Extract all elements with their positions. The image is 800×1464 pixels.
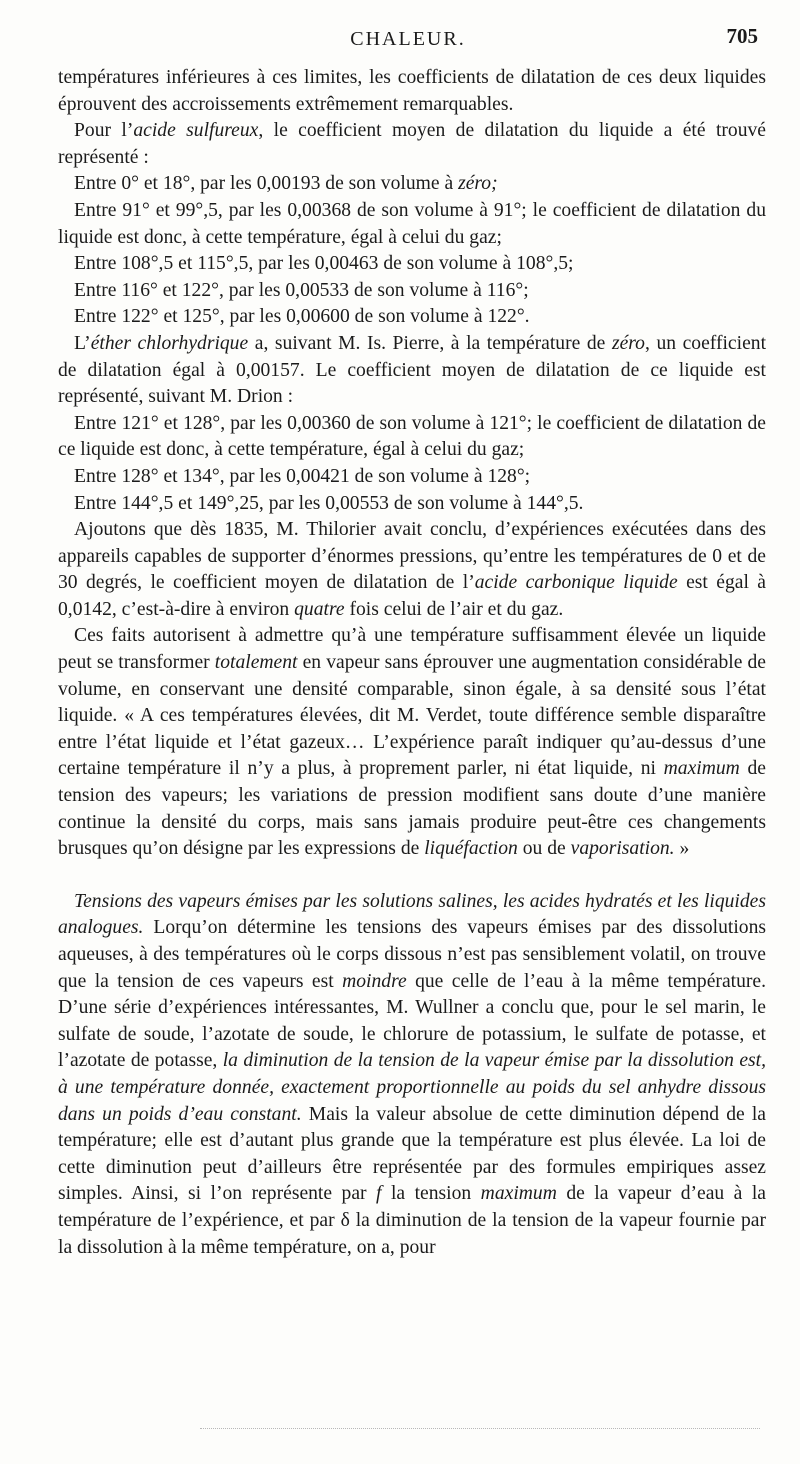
text-run: la tension bbox=[381, 1183, 481, 1205]
text-run: températures inférieures à ces limites, les coefficients de dilatation de ces deux liquides éprouvent des accroissements extrêmement remarquables. bbox=[58, 67, 766, 115]
text-run: Lorqu’on détermine les tensions des vapeurs émises par des dissolutions aqueuses, à des températures où le corps dissous n’est pas sensiblement volatil, on trouve que la tension de ces vapeurs est bbox=[58, 917, 766, 992]
text-run: Entre 91° et 99°,5, par les 0,00368 de son volume à 91°; le coefficient de dilatation du liquide est donc, à cette température, égal à celui du gaz; bbox=[58, 199, 766, 248]
text-run: Entre 0° et 18°, par les 0,00193 de son volume à bbox=[74, 173, 459, 195]
text-run: Ajoutons que dès 1835, M. Thilorier avait conclu, d’expériences exécutées dans des appareils capables de supporter d’énormes pressions, qu’entre les températures de 0 et de 30 degrés, le coefficient moyen de dilatation de l’ bbox=[58, 519, 766, 594]
italic-run: acide sulfureux bbox=[133, 120, 259, 142]
paragraph bbox=[58, 251, 766, 278]
text-run: » bbox=[674, 838, 690, 860]
paragraph bbox=[58, 623, 766, 862]
text-run: de tension des vapeurs; les variations de pression modifient sans doute d’une manière continue la densité du corps, mais sans jamais produire peut-être ces changements brusques qu’on désigne par les expressions de bbox=[58, 758, 766, 860]
italic-run: zéro bbox=[611, 332, 645, 354]
italic-run: liquéfaction bbox=[424, 838, 518, 860]
text-run: a, suivant M. Is. Pierre, à la température de bbox=[248, 332, 612, 354]
paragraph bbox=[58, 411, 766, 464]
text-run: fois celui de l’air et du gaz. bbox=[344, 598, 564, 620]
text-run: ou de bbox=[517, 838, 571, 860]
paragraph bbox=[58, 464, 766, 491]
text-run: Entre 108°,5 et 115°,5, par les 0,00463 de son volume à 108°,5; bbox=[74, 253, 574, 275]
text-run: de la vapeur d’eau à la température de l’expérience, et par δ la diminution de la tension de la vapeur fournie par la dissolution à la même température, on a, pour bbox=[58, 1183, 766, 1258]
paragraph bbox=[58, 304, 766, 331]
page-number: 705 bbox=[726, 24, 758, 48]
running-title: CHALEUR. bbox=[350, 28, 466, 50]
text-run: Entre 144°,5 et 149°,25, par les 0,00553 de son volume à 144°,5. bbox=[74, 492, 584, 514]
italic-run: éther chlorhydrique bbox=[90, 332, 249, 354]
paragraph bbox=[58, 278, 766, 305]
italic-run: f bbox=[376, 1183, 382, 1205]
paragraph bbox=[58, 171, 766, 198]
italic-run: moindre bbox=[342, 970, 407, 992]
italic-run: Tensions des vapeurs émises par les solutions salines, les acides hydratés et les liquides analogues. bbox=[58, 890, 766, 939]
paragraph bbox=[58, 889, 766, 1261]
text-run: , le coefficient moyen de dilatation du liquide a été trouvé représenté : bbox=[58, 120, 766, 168]
footer-rule bbox=[200, 1428, 760, 1429]
running-head bbox=[58, 24, 758, 58]
paragraph bbox=[58, 198, 766, 251]
text-run: Entre 128° et 134°, par les 0,00421 de son volume à 128°; bbox=[74, 465, 531, 487]
text-run: est égal à 0,0142, c’est-à-dire à environ bbox=[58, 572, 766, 620]
italic-run: maximum bbox=[663, 758, 740, 780]
body-text bbox=[58, 65, 766, 1261]
italic-run: la diminution de la tension de la vapeur émise par la dissolution est, à une température donnée, exactement proportionnelle au poids du sel anhydre dissous dans un poids d’eau constant. bbox=[58, 1050, 766, 1125]
text-run: Entre 116° et 122°, par les 0,00533 de son volume à 116°; bbox=[74, 279, 529, 301]
italic-run: maximum bbox=[480, 1183, 557, 1205]
paragraph bbox=[58, 118, 766, 171]
text-run: Pour l’ bbox=[74, 120, 134, 142]
text-run: Mais la valeur absolue de cette diminution dépend de la température; elle est d’autant plus grande que la température est plus élevée. La loi de cette diminution peut d’ailleurs être représentée par des formules empiriques assez simples. Ainsi, si l’on représente par bbox=[58, 1103, 766, 1205]
italic-run: quatre bbox=[294, 598, 345, 620]
paragraph bbox=[58, 65, 766, 118]
italic-run: acide carbonique liquide bbox=[474, 572, 678, 594]
text-run: Entre 121° et 128°, par les 0,00360 de son volume à 121°; le coefficient de dilatation de ce liquide est donc, à cette température, égal à celui du gaz; bbox=[58, 412, 766, 461]
italic-run: zéro; bbox=[458, 173, 498, 195]
paragraph bbox=[58, 517, 766, 623]
text-run: en vapeur sans éprouver une augmentation considérable de volume, en conservant une densité comparable, sinon égale, à sa densité sous l’état liquide. « A ces températures élevées, dit M. Verdet, toute différence semble disparaître entre l’état liquide et l’état gazeux… L’expérience paraît indiquer qu’au-dessus d’une certaine température il n’y a plus, à proprement parler, ni état liquide, ni bbox=[58, 652, 766, 780]
paragraph bbox=[58, 331, 766, 411]
text-run: Ces faits autorisent à admettre qu’à une température suffisamment élevée un liquide peut se transformer bbox=[58, 625, 766, 674]
text-run: Entre 122° et 125°, par les 0,00600 de son volume à 122°. bbox=[74, 306, 530, 328]
italic-run: totalement bbox=[214, 652, 298, 674]
text-run: L’ bbox=[74, 332, 91, 354]
text-run: que celle de l’eau à la même température. D’une série d’expériences intéressantes, M. Wullner a conclu que, pour le sel marin, le sulfate de soude, l’azotate de soude, le chlorure de potassium, le sulfate de potasse, et l’azotate de potasse, bbox=[58, 970, 766, 1072]
paragraph bbox=[58, 491, 766, 518]
italic-run: vaporisation. bbox=[570, 838, 675, 860]
text-run: , un coefficient de dilatation égal à 0,00157. Le coefficient moyen de dilatation de ce liquide est représenté, suivant M. Drion : bbox=[58, 332, 767, 408]
